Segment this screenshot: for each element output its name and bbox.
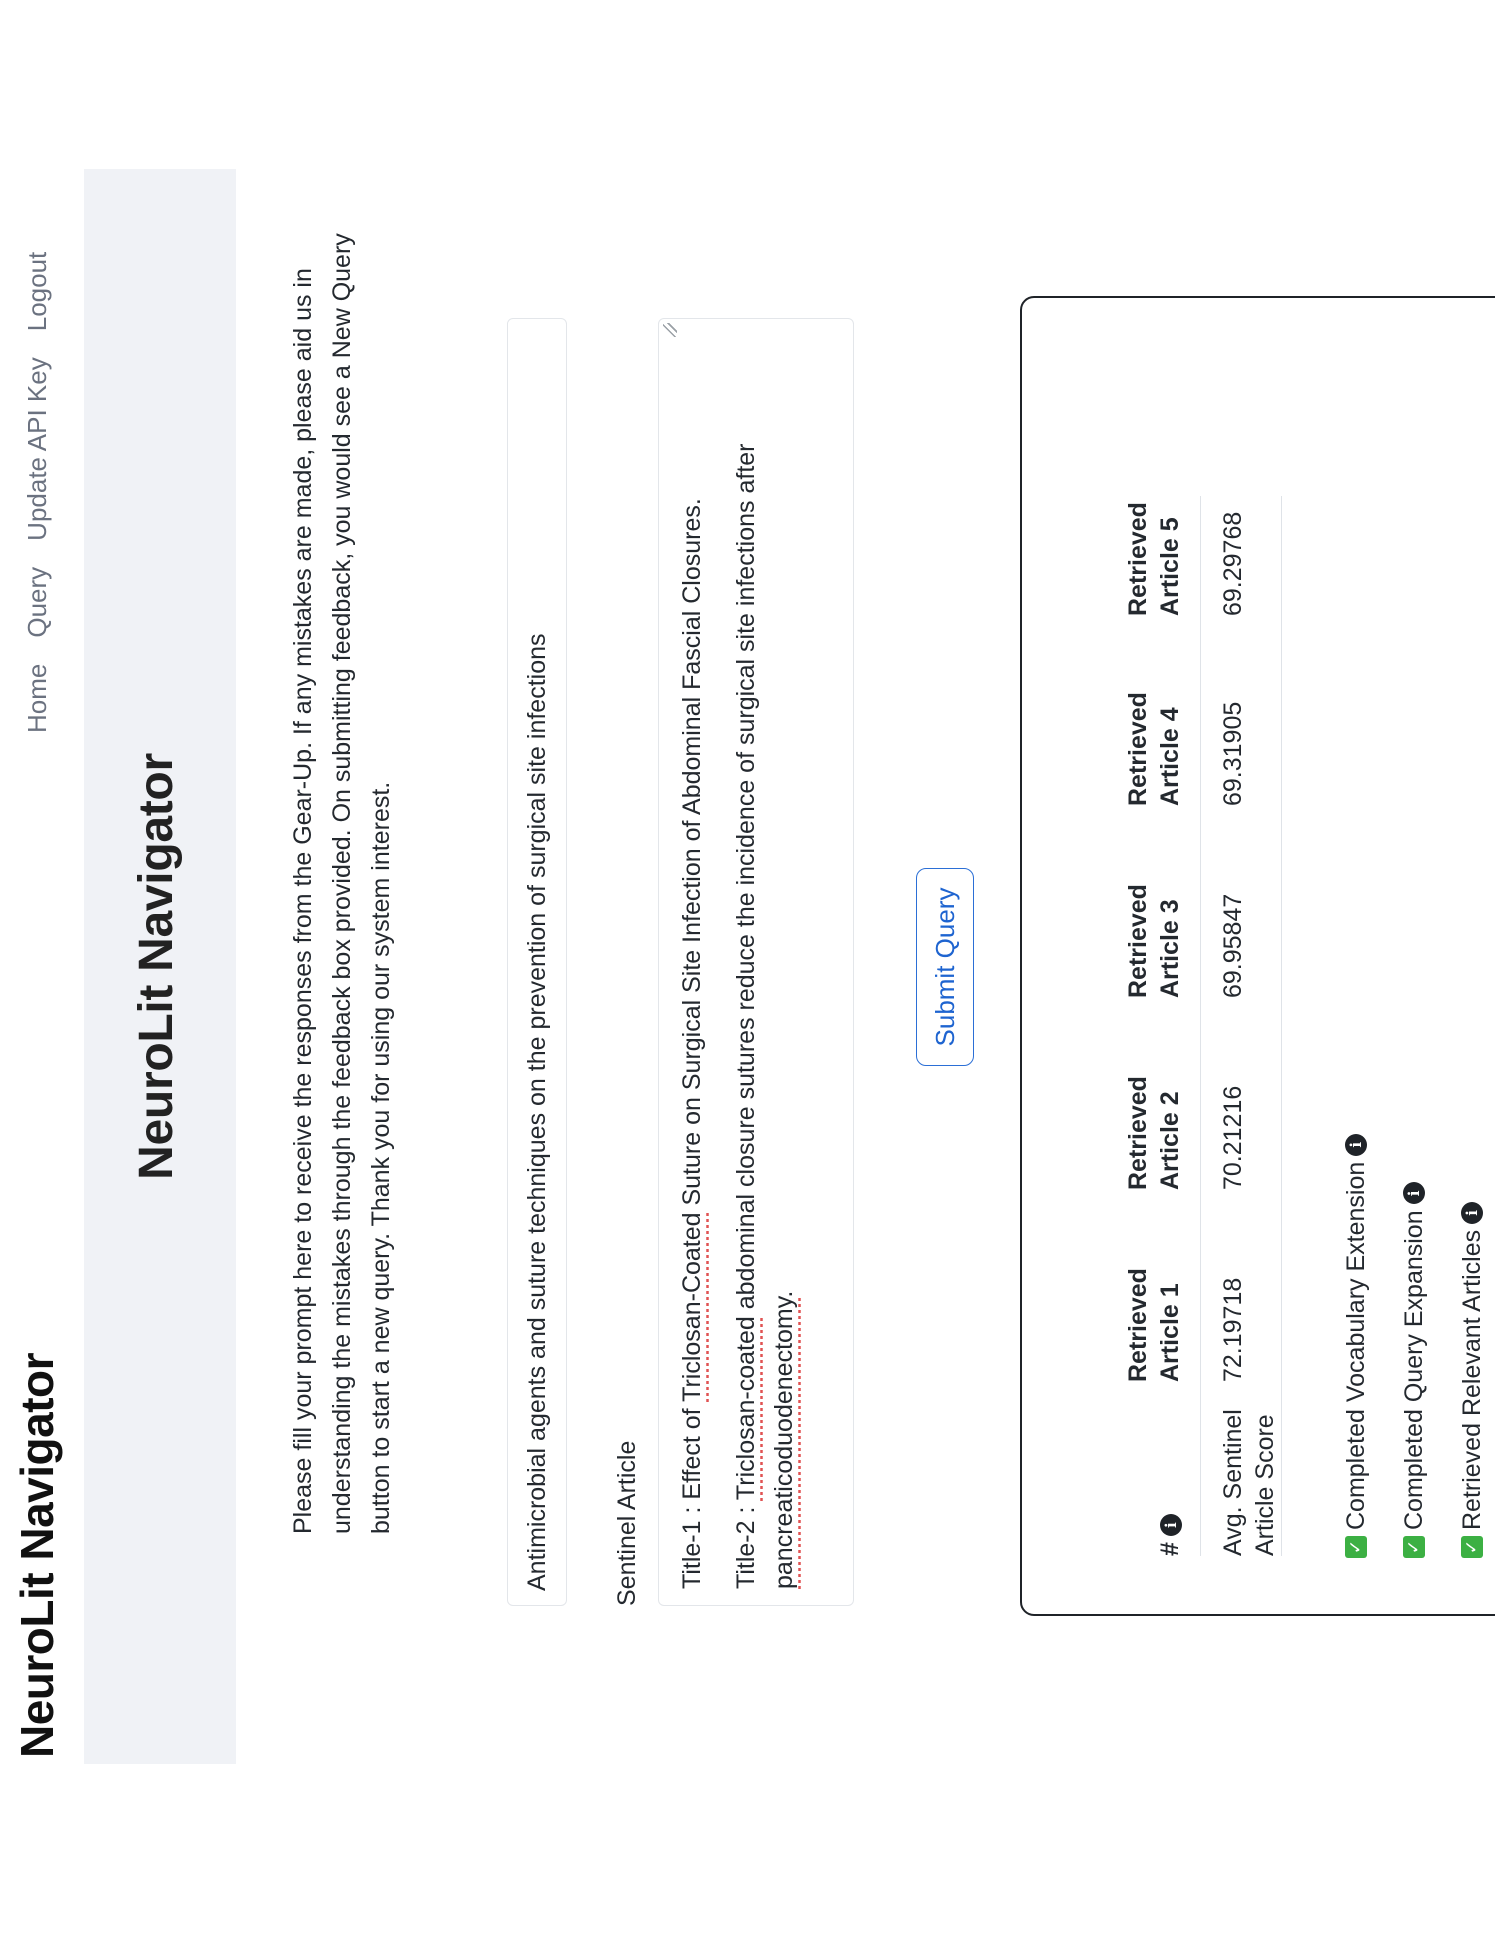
nav-update-api-key[interactable]: Update API Key: [22, 357, 52, 541]
query-input-value: Antimicrobial agents and suture techniques on the prevention of surgical site infections: [523, 633, 551, 1591]
status-text: Completed Query Expansion: [1399, 1210, 1428, 1530]
resize-handle-icon[interactable]: [663, 323, 677, 337]
sentinel-title-2-prefix: Title-2 :: [732, 1500, 760, 1589]
score-cell: 72.19718: [1201, 1190, 1282, 1382]
sentinel-article-label: Sentinel Article: [613, 1440, 641, 1606]
column-header: Retrieved Article 4: [1122, 616, 1201, 806]
column-header: Retrieved Article 2: [1122, 998, 1201, 1190]
misspelled-word: pancreaticoduodenectomy: [770, 1297, 798, 1589]
sentinel-title-2-suffix: .: [770, 1290, 798, 1298]
check-icon: ✓: [1345, 1536, 1367, 1558]
sentinel-title-1-suffix: Suture on Surgical Site Infection of Abdominal Fascial Closures.: [678, 498, 706, 1213]
column-header: Retrieved Article 3: [1122, 806, 1201, 998]
info-icon[interactable]: i: [1160, 1514, 1182, 1536]
brand-logo[interactable]: NeuroLit Navigator: [11, 1352, 63, 1758]
info-icon[interactable]: i: [1345, 1134, 1367, 1156]
submit-query-button[interactable]: Submit Query: [916, 868, 974, 1066]
check-icon: ✓: [1403, 1536, 1425, 1558]
status-list: [1327, 1134, 1495, 1558]
results-table: [1122, 496, 1282, 1556]
score-cell: 69.29768: [1201, 496, 1282, 616]
status-item: [1385, 1134, 1443, 1558]
score-cell: 69.95847: [1201, 806, 1282, 998]
column-header: Retrieved Article 1: [1122, 1190, 1201, 1382]
status-text: Completed Vocabulary Extension: [1341, 1161, 1370, 1530]
results-card: [1020, 296, 1495, 1616]
status-item: [1443, 1134, 1495, 1558]
query-input[interactable]: [507, 318, 567, 1606]
status-text: Retrieved Relevant Articles: [1457, 1229, 1486, 1530]
status-item: [1327, 1134, 1385, 1558]
table-header-row: [1122, 496, 1201, 1556]
hash-header: [1122, 1382, 1201, 1556]
check-icon: ✓: [1461, 1536, 1483, 1558]
column-header: Retrieved Article 5: [1122, 496, 1201, 616]
misspelled-word: Triclosan-coated: [732, 1316, 760, 1501]
sentinel-title-2-middle: abdominal closure sutures reduce the incidence of surgical site infections after: [732, 443, 760, 1317]
sentinel-title-2: [727, 335, 803, 1589]
top-nav: [22, 252, 53, 733]
misspelled-word: Triclosan-Coated: [678, 1212, 706, 1402]
table-row: [1201, 496, 1282, 1556]
intro-text: Please fill your prompt here to receive the responses from the Gear-Up. If any mistakes are made, please aid us in understanding the mistakes through the feedback box provided. On submitting feedback, you would see a New Query button to start a new query. Thank you for using our system interest.: [289, 233, 395, 1534]
info-icon[interactable]: i: [1461, 1202, 1483, 1224]
row-label: Avg. Sentinel Article Score: [1201, 1382, 1282, 1556]
hero-banner: [84, 169, 236, 1764]
page-title: NeuroLit Navigator: [130, 753, 183, 1180]
sentinel-article-textarea[interactable]: [658, 318, 854, 1606]
hash-label: #: [1156, 1542, 1184, 1556]
nav-logout[interactable]: Logout: [22, 251, 52, 332]
nav-home[interactable]: Home: [22, 663, 52, 733]
info-icon[interactable]: i: [1403, 1182, 1425, 1204]
sentinel-title-1-prefix: Title-1 : Effect of: [678, 1401, 706, 1589]
nav-query[interactable]: Query: [22, 566, 52, 638]
sentinel-title-1: [673, 335, 711, 1589]
score-cell: 69.31905: [1201, 616, 1282, 806]
score-cell: 70.21216: [1201, 998, 1282, 1190]
